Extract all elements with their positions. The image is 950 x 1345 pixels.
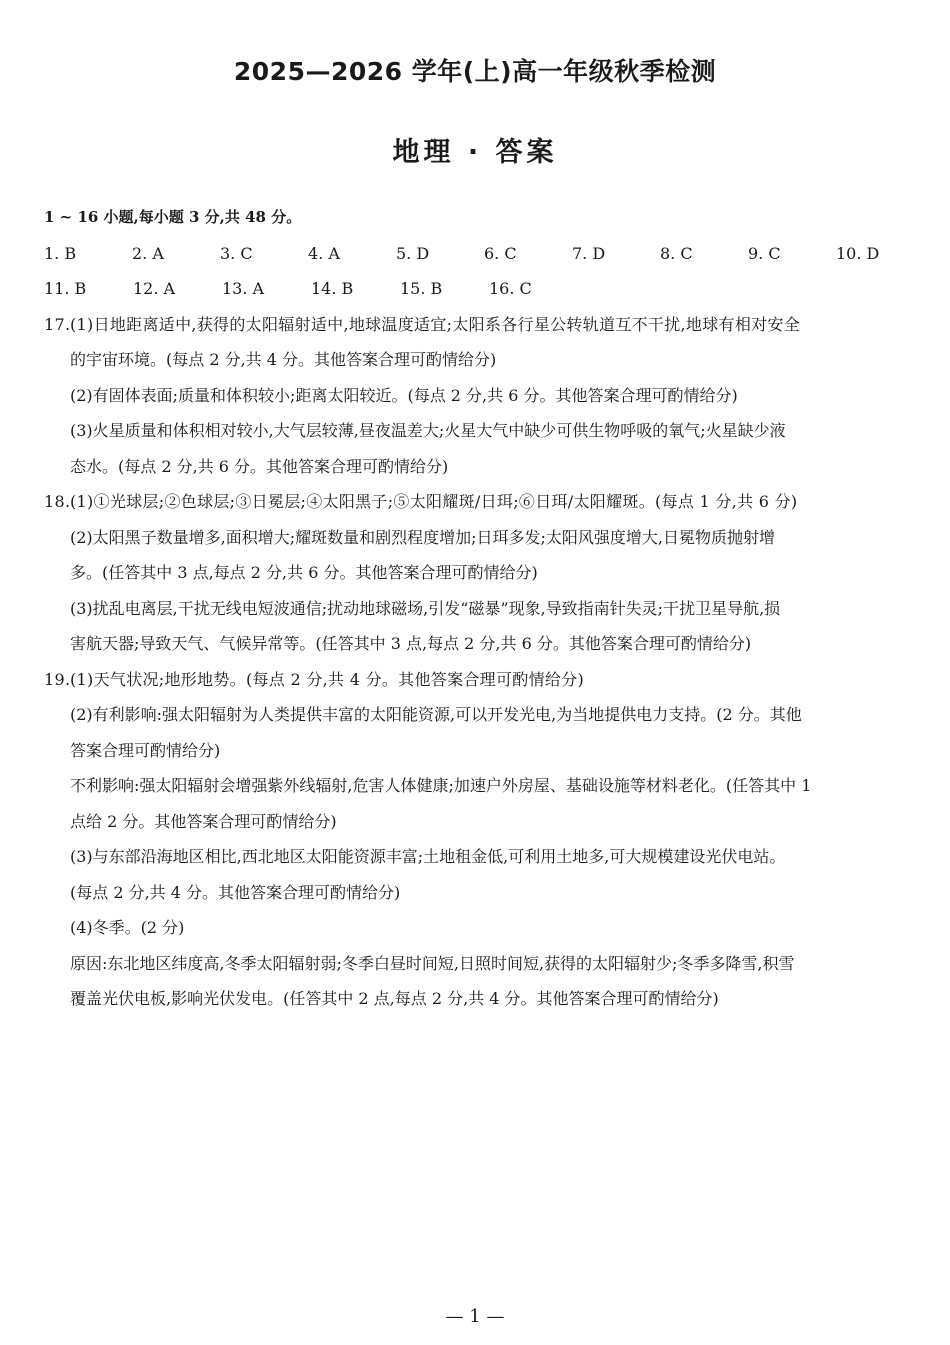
document-title: 2025—2026 学年(上)高一年级秋季检测 [233,57,717,86]
mc-answer-5: 5. D [396,243,430,263]
q19-line-3: 答案合理可酌情给分) [70,740,221,760]
mc-answer-6: 6. C [484,243,517,263]
q18-line-2: (2)太阳黑子数量增多,面积增大;耀斑数量和剧烈程度增加;日珥多发;太阳风强度增大,日冕物质抛射增 [70,527,776,547]
multiple-choice-row-1 [44,236,924,272]
mc-answer-7: 7. D [572,243,606,263]
q18-line-3: 多。(任答其中 3 点,每点 2 分,共 6 分。其他答案合理可酌情给分) [70,563,538,582]
page-number: — 1 — [445,1306,505,1327]
mc-answer-14: 14. B [311,279,354,298]
q19-line-1 [44,662,924,698]
document-subtitle: 地理 · 答案 [392,137,558,168]
q18-text: (1)①光球层;②色球层;③日冕层;④太阳黑子;⑤太阳耀斑/日珥;⑥日珥/太阳耀斑。(每点 1 分,共 6 分) [70,492,798,511]
q19-text: (1)天气状况;地形地势。(每点 2 分,共 4 分。其他答案合理可酌情给分) [70,669,585,689]
mc-answer-2: 2. A [132,243,164,263]
q17-number: 17. [44,314,71,334]
q19-line-7: (每点 2 分,共 4 分。其他答案合理可酌情给分) [70,882,401,902]
question-17 [44,307,924,485]
mc-answer-13: 13. A [222,279,265,298]
q17-line-5: 态水。(每点 2 分,共 6 分。其他答案合理可酌情给分) [70,456,449,476]
q19-line-9: 原因:东北地区纬度高,冬季太阳辐射弱;冬季白昼时间短,日照时间短,获得的太阳辐射少;冬季多降雪,积雪 [70,953,795,973]
q19-line-4: 不利影响:强太阳辐射会增强紫外线辐射,危害人体健康;加速户外房屋、基础设施等材料老化。(任答其中 1 [70,776,812,795]
q17-line-4: (3)火星质量和体积相对较小,大气层较薄,昼夜温差大;火星大气中缺少可供生物呼吸的氧气;火星缺少液 [70,421,786,440]
q18-line-4: (3)扰乱电离层,干扰无线电短波通信;扰动地球磁场,引发“磁暴”现象,导致指南针失灵;干扰卫星导航,损 [70,598,781,618]
mc-answer-4: 4. A [308,243,340,263]
answer-body [44,200,924,1017]
q17-text: (1)日地距离适中,获得的太阳辐射适中,地球温度适宜;太阳系各行星公转轨道互不干扰,地球有相对安全 [70,314,801,334]
q19-line-2: (2)有利影响:强太阳辐射为人类提供丰富的太阳能资源,可以开发光电,为当地提供电力支持。(2 分。其他 [70,705,802,724]
q19-line-10: 覆盖光伏电板,影响光伏发电。(任答其中 2 点,每点 2 分,共 4 分。其他答案合理可酌情给分) [70,989,719,1008]
q18-number: 18. [44,492,71,511]
q17-line-1 [44,307,924,343]
mc-answer-11: 11. B [44,279,87,298]
q18-line-1 [44,484,924,520]
mc-answer-12: 12. A [133,279,176,298]
q17-line-2: 的宇宙环境。(每点 2 分,共 4 分。其他答案合理可酌情给分) [70,350,497,369]
q19-line-6: (3)与东部沿海地区相比,西北地区太阳能资源丰富;土地租金低,可利用土地多,可大规模建设光伏电站。 [70,847,786,866]
q19-line-8: (4)冬季。(2 分) [70,918,185,937]
question-19 [44,662,924,1017]
mc-answer-10: 10. D [836,243,880,263]
mc-answer-15: 15. B [400,279,443,298]
mc-answer-9: 9. C [748,243,781,263]
q19-line-5: 点给 2 分。其他答案合理可酌情给分) [70,811,337,831]
q18-line-5: 害航天器;导致天气、气候异常等。(任答其中 3 点,每点 2 分,共 6 分。其他答案合理可酌情给分) [70,634,752,653]
question-18 [44,484,924,662]
mc-answer-1: 1. B [44,243,77,263]
multiple-choice-intro: 1 ~ 16 小题,每小题 3 分,共 48 分。 [44,208,302,226]
mc-answer-8: 8. C [660,243,693,263]
mc-answer-3: 3. C [220,243,253,263]
multiple-choice-row-2 [44,271,924,307]
q19-number: 19. [44,669,71,689]
q17-line-3: (2)有固体表面;质量和体积较小;距离太阳较近。(每点 2 分,共 6 分。其他答案合理可酌情给分) [70,385,738,405]
mc-answer-16: 16. C [489,279,532,298]
